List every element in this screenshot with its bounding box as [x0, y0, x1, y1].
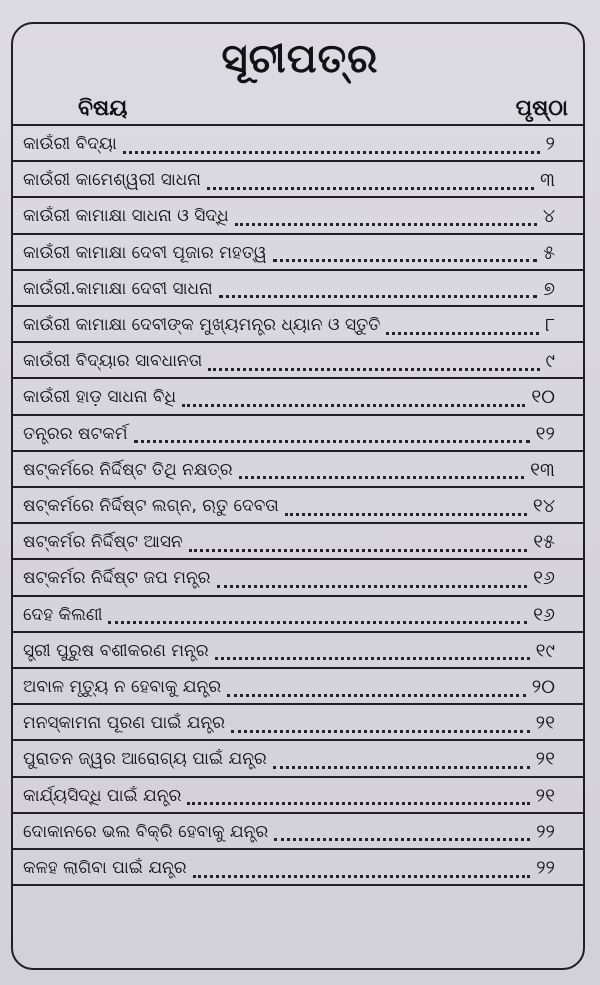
- toc-entry-title: କାଉଁରୀ କାମାକ୍ଷା ସାଧନା ଓ ସିଦ୍ଧି: [23, 206, 229, 227]
- toc-entry: [13, 126, 583, 162]
- toc-entry: [13, 597, 583, 633]
- toc-entry-page: ୨: [545, 133, 555, 155]
- toc-entry: [13, 235, 583, 271]
- toc-entry: [13, 669, 583, 705]
- toc-entry-title: କାଉଁରୀ.କାମାକ୍ଷା ଦେବୀ ସାଧନା: [23, 278, 213, 299]
- toc-entry-title: ଷଟ୍‌କର୍ମରେ ନିର୍ଦ୍ଦିଷ୍ଟ ଲଗ୍ନ, ଋତୁ ଦେବତା: [23, 496, 279, 516]
- toc-entry: [13, 307, 583, 343]
- toc-entry-title: ପୁରାତନ ଜ୍ୱର ଆରୋଗ୍ୟ ପାଇଁ ଯନ୍ତ୍ର: [23, 749, 267, 770]
- toc-entry: [13, 741, 583, 777]
- toc-entry-title: କାର୍ଯ୍ୟସିଦ୍ଧି ପାଇଁ ଯନ୍ତ୍ର: [23, 785, 182, 806]
- toc-entry-page: ୨୧: [535, 784, 555, 807]
- toc-entry-title: ଷଟ୍‌କର୍ମର ନିର୍ଦ୍ଦିଷ୍ଟ ଆସନ: [23, 532, 183, 553]
- toc-entry-title: କାଉଁରୀ ବିଦ୍ୟା: [23, 134, 117, 154]
- dot-leader: [215, 655, 530, 660]
- dot-leader: [187, 800, 529, 805]
- toc-entry: [13, 452, 583, 488]
- toc-entry-page: ୨୨: [536, 820, 555, 843]
- toc-entry: [13, 633, 583, 669]
- dot-leader: [193, 873, 530, 878]
- toc-entry-title: ଷଟ୍‌କର୍ମର ନିର୍ଦ୍ଦିଷ୍ଟ ଜପ ମନ୍ତ୍ର: [23, 568, 211, 589]
- toc-entry-page: ୨୧: [535, 712, 555, 735]
- toc-entry-title: ସ୍ତ୍ରୀ ପୁରୁଷ ବଶୀକରଣ ମନ୍ତ୍ର: [23, 640, 209, 661]
- dot-leader: [219, 293, 538, 298]
- toc-entry: [13, 379, 583, 415]
- toc-entry-title: କାଉଁରୀ ବିଦ୍ୟାର ସାବଧାନତା: [23, 351, 203, 372]
- dot-leader: [239, 474, 525, 479]
- toc-entry-page: ୧୬: [533, 603, 555, 626]
- toc-entry: [13, 560, 583, 596]
- dot-leader: [208, 366, 539, 371]
- toc-entry: [13, 524, 583, 560]
- toc-entry: [13, 778, 583, 814]
- dot-leader: [123, 149, 540, 154]
- toc-entry-title: ତନ୍ତ୍ରର ଷଟକର୍ମ: [23, 423, 128, 444]
- dot-leader: [207, 185, 534, 190]
- toc-entry-title: କାଉଁରୀ ହାଡ଼ ସାଧନା ବିଧି: [23, 387, 177, 408]
- toc-entry: [13, 198, 583, 234]
- dot-leader: [217, 583, 528, 588]
- toc-entry: [13, 416, 583, 452]
- toc-entry: [13, 271, 583, 307]
- toc-entry-title: କାଉଁରୀ କାମେଶ୍ୱରୀ ସାଧନା: [23, 170, 201, 191]
- page-title: ସୂଚୀପତ୍ର: [221, 36, 379, 82]
- toc-entry-title: ଦୋକାନରେ ଭଲ ବିକ୍ରି ହେବାକୁ ଯନ୍ତ୍ର: [23, 821, 269, 842]
- toc-entry-title: ଅବାଳ ମୃତ୍ୟୁ ନ ହେବାକୁ ଯନ୍ତ୍ର: [23, 677, 222, 697]
- dot-leader: [231, 728, 530, 733]
- dot-leader: [182, 402, 525, 407]
- dot-leader: [134, 438, 530, 443]
- toc-entry-page: ୨୨: [536, 857, 555, 879]
- toc-entry: [13, 488, 583, 524]
- toc-entry: [13, 705, 583, 741]
- toc-entry-title: କାଉଁରୀ କାମାକ୍ଷା ଦେବୀ ପୂଜାର ମହତ୍ୱ: [23, 242, 267, 263]
- dot-leader: [273, 764, 530, 769]
- dot-leader: [273, 257, 537, 262]
- toc-entry-page: ୧୦: [531, 386, 555, 409]
- dot-leader: [108, 619, 527, 624]
- toc-entry-page: ୮: [545, 314, 555, 336]
- dot-leader: [227, 692, 526, 697]
- toc-entry-title: ଷଟ୍‌କର୍ମରେ ନିର୍ଦ୍ଦିଷ୍ଟ ତିଥି ନକ୍ଷତ୍ର: [23, 459, 233, 480]
- toc-entry: [13, 162, 583, 198]
- toc-entry-page: ୩: [540, 169, 555, 192]
- subject-column-header: ବିଷୟ: [78, 96, 128, 121]
- toc-entry: [13, 343, 583, 379]
- toc-entry-page: ୧୪: [532, 495, 555, 517]
- toc-entry-page: ୨୦: [531, 676, 555, 698]
- toc-entry-title: କାଉଁରୀ କାମାକ୍ଷା ଦେବୀଙ୍କ ମୁଖ୍ୟମନ୍ତ୍ର ଧ୍ୟାନ ଓ ସ୍ତୁତି: [23, 315, 381, 335]
- dot-leader: [189, 547, 528, 552]
- toc-entry-page: ୪: [542, 205, 555, 228]
- page-column-header: ପୃଷ୍ଠା: [515, 96, 568, 121]
- toc-entry-page: ୧୬: [533, 567, 555, 590]
- row-divider: [13, 884, 583, 886]
- toc-entry-title: ଦେହ କିଲଣୀ: [23, 604, 103, 625]
- toc-entry-page: ୧୫: [533, 531, 555, 554]
- dot-leader: [235, 221, 537, 226]
- dot-leader: [386, 330, 539, 335]
- toc-entry-title: ମନସ୍କାମନା ପୂରଣ ପାଇଁ ଯନ୍ତ୍ର: [23, 713, 226, 734]
- toc-entry-page: ୧୯: [535, 639, 555, 662]
- toc-entry-page: ୧୨: [535, 422, 555, 445]
- toc-entry-page: ୭: [543, 277, 555, 300]
- toc-entry: [13, 814, 583, 850]
- toc-entry: [13, 850, 583, 886]
- toc-entry-page: ୧୩: [530, 458, 555, 481]
- dot-leader: [285, 511, 527, 516]
- toc-entry-page: ୯: [545, 350, 555, 373]
- toc-entry-page: ୨୧: [535, 748, 555, 771]
- toc-entry-page: ୫: [543, 241, 555, 264]
- toc-entry-title: କଳହ ଲାଗିବା ପାଇଁ ଯନ୍ତ୍ର: [23, 858, 187, 878]
- dot-leader: [274, 836, 530, 841]
